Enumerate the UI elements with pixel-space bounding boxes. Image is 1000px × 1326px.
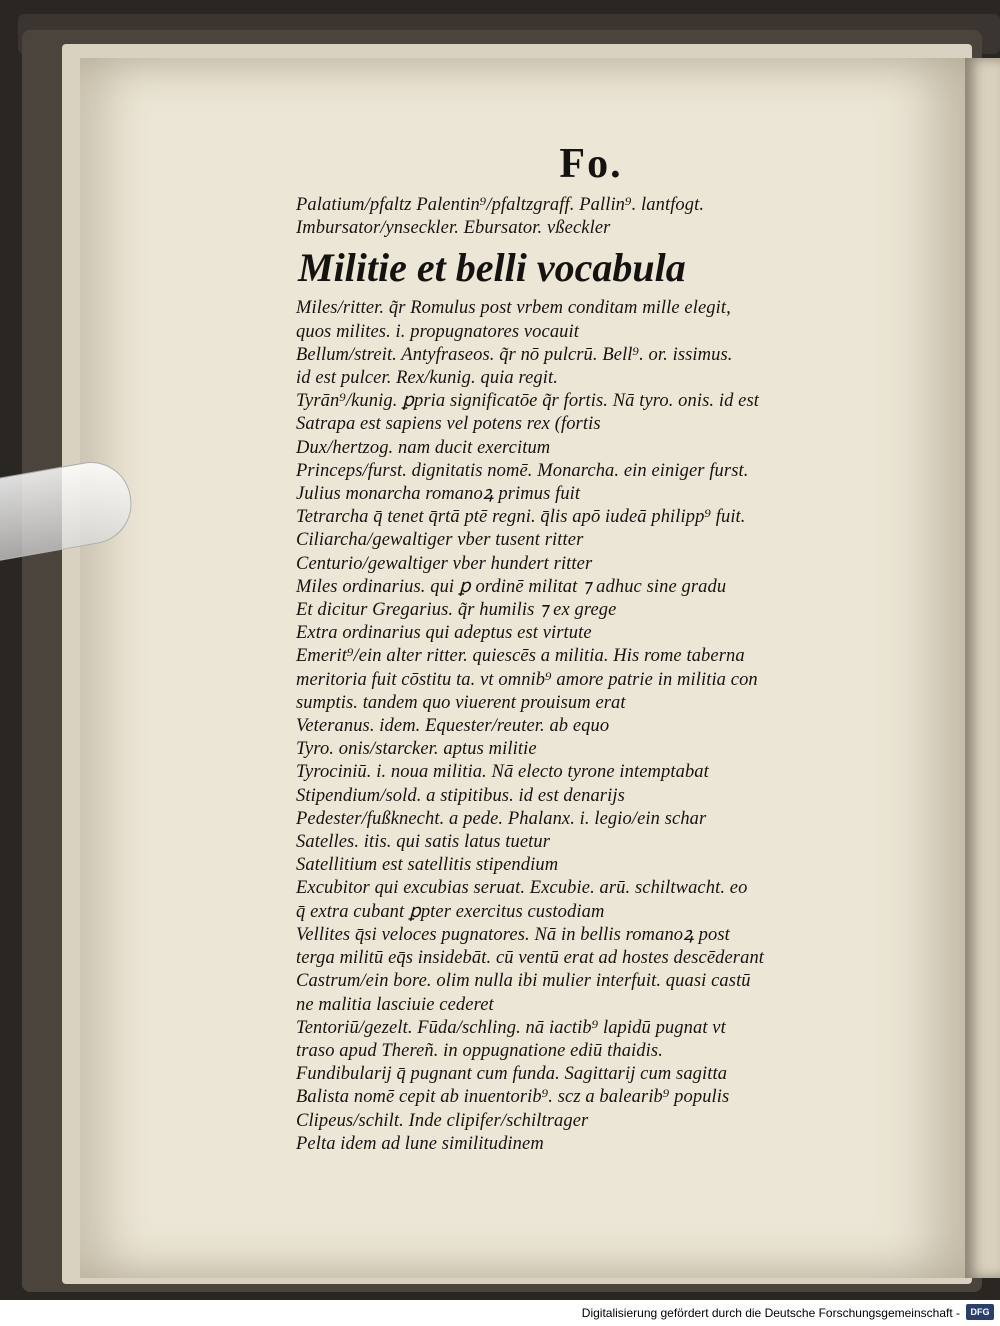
text-line: Tyrociniū. i. noua militia. Nā electo tyrone intemptabat (296, 762, 709, 783)
text-line: Tetrarcha q̄ tenet q̄rtā ptē regni. q̄lis apō iudeā philipp⁹ fuit. (296, 507, 746, 528)
text-line: Excubitor qui excubias seruat. Excubie. arū. schiltwacht. eo (296, 878, 748, 899)
text-line: Veteranus. idem. Equester/reuter. ab equo (296, 716, 610, 737)
text-line: Dux/hertzog. nam ducit exercitum (296, 437, 551, 458)
text-line: Fundibularij q̄ pugnant cum funda. Sagittarij cum sagitta (296, 1064, 728, 1085)
text-line: Extra ordinarius qui adeptus est virtute (296, 623, 592, 644)
printed-text-block (296, 140, 876, 1156)
text-line: q̄ extra cubant ꝑpter exercitus custodiam (296, 901, 605, 922)
text-line: Bellum/streit. Antyfraseos. q̃r nō pulcrū. Bell⁹. or. issimus. (296, 344, 733, 365)
text-line: Emerit⁹/ein alter ritter. quiescēs a militia. His rome taberna (296, 646, 745, 667)
text-line: Tentoriū/gezelt. Fūda/schling. nā iactib⁹ lapidū pugnat vt (296, 1017, 726, 1038)
text-line: Et dicitur Gregarius. q̃r humilis ⁊ ex grege (296, 600, 617, 621)
text-line: Miles ordinarius. qui ꝑ ordinē militat ⁊ adhuc sine gradu (296, 576, 727, 597)
text-line: Castrum/ein bore. olim nulla ibi mulier interfuit. quasi castū (296, 971, 751, 992)
text-line: Julius monarcha romanoꝝ primus fuit (296, 484, 581, 505)
text-line: ne malitia lasciuie cederet (296, 994, 494, 1015)
text-line: quos milites. i. propugnatores vocauit (296, 321, 579, 342)
section-heading: Militie et belli vocabula (298, 245, 686, 291)
text-line: Pelta idem ad lune similitudinem (296, 1133, 544, 1154)
text-line: Ciliarcha/gewaltiger vber tusent ritter (296, 530, 584, 551)
text-line: id est pulcer. Rex/kunig. quia regit. (296, 368, 558, 389)
text-line: Satellitium est satellitis stipendium (296, 855, 559, 876)
text-line: Miles/ritter. q̃r Romulus post vrbem conditam mille elegit, (296, 298, 731, 319)
facing-page (965, 58, 1000, 1278)
text-line: Pedester/fußknecht. a pede. Phalanx. i. legio/ein schar (296, 808, 707, 829)
text-line: traso apud Thereñ. in oppugnatione ediū thaidis. (296, 1040, 663, 1061)
text-line: Clipeus/schilt. Inde clipifer/schiltrager (296, 1110, 589, 1131)
text-line: Stipendium/sold. a stipitibus. id est denarijs (296, 785, 625, 806)
text-line: terga militū eq̄s insidebāt. cū ventū erat ad hostes descēderant (296, 948, 765, 969)
footer-bar (0, 1300, 1000, 1326)
text-line: Palatium/pfaltz Palentin⁹/pfaltzgraff. Pallin⁹. lantfogt. (296, 195, 705, 215)
text-line: Princeps/furst. dignitatis nomē. Monarcha. ein einiger furst. (296, 460, 749, 481)
text-line: Vellites q̄si veloces pugnatores. Nā in bellis romanoꝝ post (296, 924, 730, 945)
funding-credit: Digitalisierung gefördert durch die Deutsche Forschungsgemeinschaft - (581, 1306, 960, 1320)
text-line: sumptis. tandem quo viuerent prouisum erat (296, 692, 626, 713)
folio-label: Fo. (559, 141, 623, 187)
text-line: Imbursator/ynseckler. Ebursator. vßeckler (296, 218, 611, 239)
dfg-logo: DFG (966, 1304, 994, 1320)
text-line: Centurio/gewaltiger vber hundert ritter (296, 553, 593, 574)
text-line: Balista nomē cepit ab inuentorib⁹. scz a balearib⁹ populis (296, 1087, 730, 1108)
text-line: Satrapa est sapiens vel potens rex (fortis (296, 414, 601, 435)
text-line: meritoria fuit cōstitu ta. vt omnib⁹ amore patrie in militia con (296, 669, 758, 690)
text-line: Satelles. itis. qui satis latus tuetur (296, 832, 551, 853)
text-line: Tyrān⁹/kunig. ꝑpria significatōe q̃r fortis. Nā tyro. onis. id est (296, 391, 760, 412)
text-line: Tyro. onis/starcker. aptus militie (296, 739, 537, 760)
